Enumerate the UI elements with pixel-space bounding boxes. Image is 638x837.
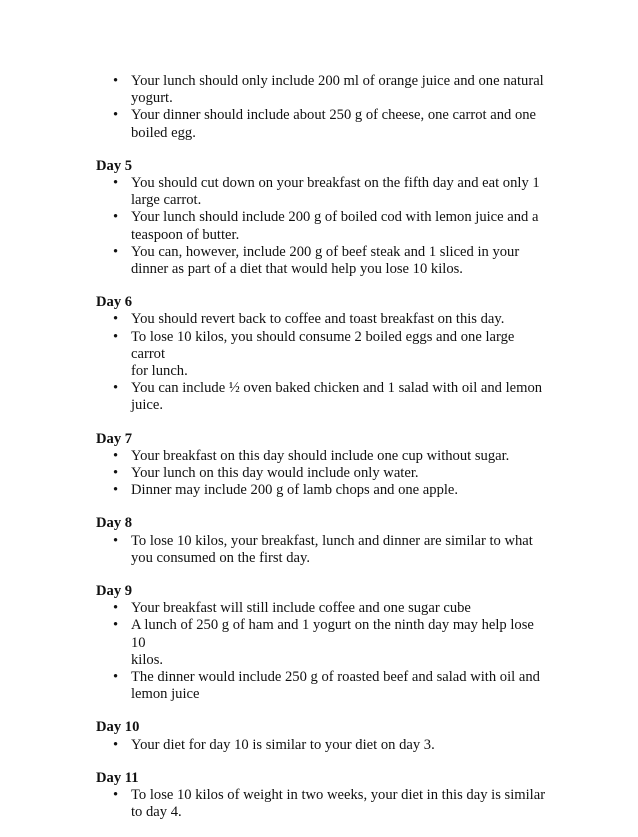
bullet-icon: • — [113, 380, 119, 397]
list-item-line: To lose 10 kilos, you should consume 2 boiled eggs and one large carrot — [131, 328, 515, 362]
day-10-bullet-list — [96, 737, 546, 754]
bullet-icon: • — [113, 175, 119, 191]
day-heading: Day 8 — [96, 515, 133, 532]
bullet-icon: • — [113, 465, 119, 482]
day-heading: Day 7 — [96, 430, 133, 447]
list-item-line: To lose 10 kilos of weight in two weeks, your diet in this day is similar — [131, 787, 546, 803]
list-item-line: Your lunch should include 200 g of boiled cod with lemon juice and a — [131, 209, 539, 226]
list-item-line: dinner as part of a diet that would help you lose 10 kilos. — [131, 261, 463, 278]
list-item — [96, 617, 546, 669]
list-item — [96, 737, 546, 754]
intro-bullet-list — [96, 73, 546, 142]
day-5-section — [96, 158, 546, 278]
document-content — [96, 73, 546, 837]
list-item-line: to day 4. — [131, 804, 182, 821]
list-item-line: A lunch of 250 g of ham and 1 yogurt on the ninth day may help lose 10 — [131, 617, 534, 651]
list-item-line: You can include ½ oven baked chicken and 1 salad with oil and lemon — [131, 380, 543, 397]
list-item — [96, 600, 546, 617]
day-11-section — [96, 770, 546, 822]
day-11-bullet-list — [96, 787, 546, 821]
list-item — [96, 380, 546, 414]
day-8-bullet-list — [96, 533, 546, 567]
bullet-icon: • — [113, 107, 119, 124]
list-item-line: You can, however, include 200 g of beef steak and 1 sliced in your — [131, 243, 520, 260]
list-item-line: kilos. — [131, 651, 164, 668]
list-item-line: Your dinner should include about 250 g of cheese, one carrot and one — [131, 107, 537, 124]
day-5-bullet-list — [96, 175, 546, 278]
list-item — [96, 175, 546, 209]
list-item-line: lemon juice — [131, 686, 200, 703]
day-heading: Day 6 — [96, 294, 133, 311]
bullet-icon: • — [113, 311, 119, 328]
list-item — [96, 533, 546, 567]
day-heading: Day 11 — [96, 769, 139, 786]
day-6-bullet-list — [96, 311, 546, 414]
day-6-section — [96, 294, 546, 414]
list-item-line: yogurt. — [131, 90, 173, 107]
day-10-section — [96, 719, 546, 753]
list-item-line: large carrot. — [131, 192, 202, 209]
bullet-icon: • — [113, 328, 119, 345]
day-7-section — [96, 431, 546, 500]
day-9-bullet-list — [96, 600, 546, 703]
list-item — [96, 311, 546, 328]
list-item-line: Your breakfast on this day should include one cup without sugar. — [131, 447, 510, 464]
bullet-icon: • — [113, 787, 119, 803]
day-8-section — [96, 515, 546, 567]
bullet-icon: • — [113, 209, 119, 226]
list-item-line: Dinner may include 200 g of lamb chops and one apple. — [131, 482, 459, 499]
day-heading: Day 9 — [96, 583, 133, 600]
day-9-section — [96, 583, 546, 703]
list-item-line: The dinner would include 250 g of roasted beef and salad with oil and — [131, 669, 540, 686]
list-item — [96, 73, 546, 107]
list-item — [96, 209, 546, 243]
day-heading: Day 5 — [96, 157, 133, 174]
list-item-line: You should revert back to coffee and toast breakfast on this day. — [131, 311, 505, 328]
bullet-icon: • — [113, 447, 119, 464]
bullet-icon: • — [113, 73, 119, 89]
list-item — [96, 482, 546, 499]
bullet-icon: • — [113, 243, 119, 260]
list-item — [96, 329, 546, 381]
list-item-line: You should cut down on your breakfast on the fifth day and eat only 1 — [131, 175, 540, 191]
list-item-line: Your lunch should only include 200 ml of orange juice and one natural — [131, 73, 544, 89]
list-item — [96, 787, 546, 821]
list-item-line: teaspoon of butter. — [131, 226, 240, 243]
day-7-bullet-list — [96, 448, 546, 500]
list-item-line: Your breakfast will still include coffee and one sugar cube — [131, 600, 471, 617]
list-item-line: boiled egg. — [131, 124, 196, 141]
bullet-icon: • — [113, 669, 119, 686]
list-item — [96, 244, 546, 278]
bullet-icon: • — [113, 736, 119, 753]
list-item-line: you consumed on the first day. — [131, 549, 311, 566]
list-item — [96, 107, 546, 141]
list-item-line: Your diet for day 10 is similar to your diet on day 3. — [131, 736, 435, 753]
bullet-icon: • — [113, 600, 119, 617]
list-item — [96, 465, 546, 482]
intro-section — [96, 73, 546, 142]
bullet-icon: • — [113, 617, 119, 634]
day-heading: Day 10 — [96, 719, 140, 736]
list-item — [96, 448, 546, 465]
bullet-icon: • — [113, 532, 119, 549]
list-item — [96, 669, 546, 703]
list-item-line: To lose 10 kilos, your breakfast, lunch and dinner are similar to what — [131, 532, 533, 549]
list-item-line: juice. — [131, 397, 164, 414]
list-item-line: Your lunch on this day would include only water. — [131, 465, 419, 482]
bullet-icon: • — [113, 482, 119, 499]
list-item-line: for lunch. — [131, 363, 188, 380]
